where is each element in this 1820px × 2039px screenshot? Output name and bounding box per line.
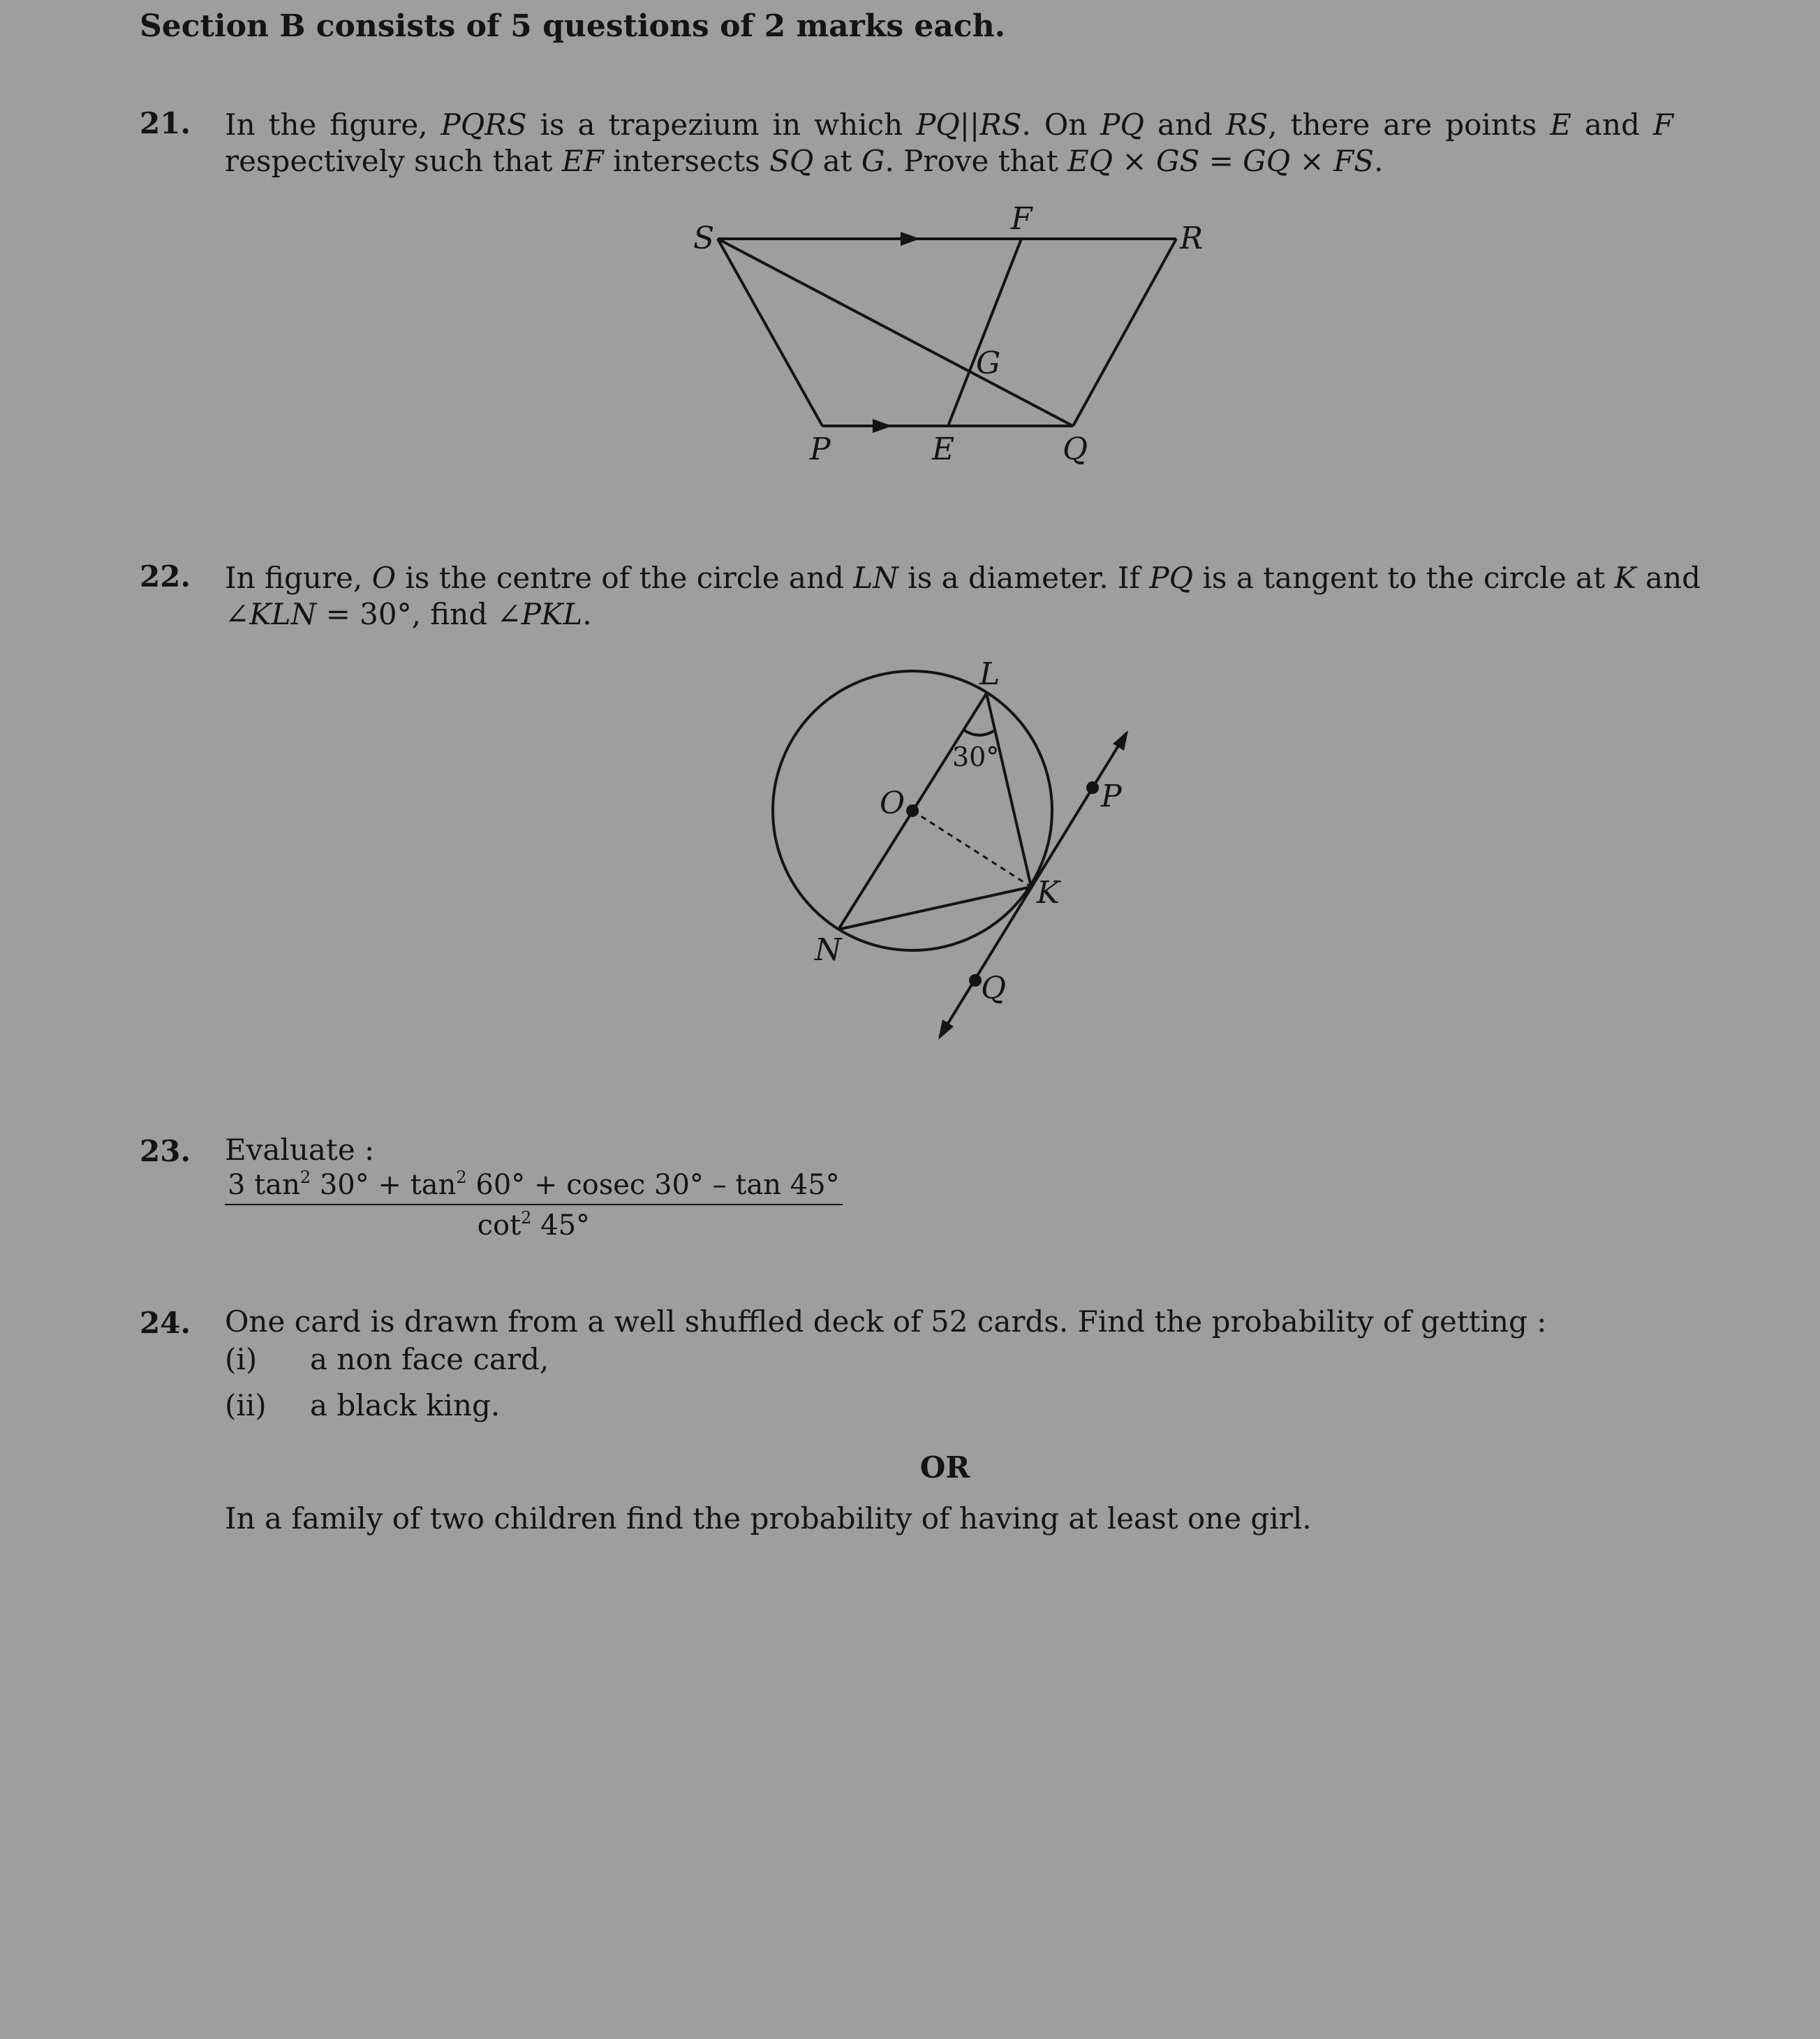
label-k: K — [1037, 875, 1060, 911]
label-r: R — [1180, 221, 1204, 256]
label-p2: P — [1101, 779, 1122, 814]
question-24-text: One card is drawn from a well shuffled deck of 52 cards. Find the probability of getting : — [225, 1304, 1547, 1339]
point-p — [1086, 781, 1099, 794]
question-22-line-1: In figure, O is the centre of the circle and LN is a diameter. If PQ is a tangent to the circle at K and — [225, 561, 1701, 595]
label-e: E — [932, 432, 955, 467]
question-21-line-2: respectively such that EF intersects SQ at G. Prove that EQ × GS = GQ × FS. — [225, 144, 1384, 178]
label-q: Q — [1063, 432, 1088, 467]
chord-nk — [838, 887, 1031, 929]
question-24-alternative: In a family of two children find the probability of having at least one girl. — [225, 1501, 1312, 1536]
fraction-numerator: 3 $\tan^2 30^\circ + \tan^2 60^\circ + cosec$ 30° – tan 45° — [225, 1169, 843, 1205]
fraction-expression — [225, 1169, 843, 1242]
label-g: G — [976, 346, 1001, 381]
angle-arc — [963, 730, 995, 735]
question-21-line-1: In the figure, PQRS is a trapezium in which PQ||RS. On PQ and RS, there are points E and F — [225, 108, 1673, 142]
chord-lk — [986, 693, 1031, 887]
label-q2: Q — [981, 971, 1007, 1006]
section-heading: Section B consists of 5 questions of 2 marks each. — [140, 8, 1006, 44]
segment-ef — [948, 239, 1021, 426]
or-label: OR — [919, 1450, 970, 1485]
parallel-arrow-top — [901, 232, 920, 246]
parallel-arrow-bottom — [873, 419, 892, 433]
angle-label: 30° — [952, 742, 1000, 772]
item-text-i: a non face card, — [310, 1342, 549, 1376]
point-q — [969, 974, 982, 987]
label-p: P — [810, 432, 831, 467]
item-text-ii: a black king. — [310, 1388, 501, 1422]
radius-ok — [912, 811, 1031, 887]
question-number-24: 24. — [140, 1306, 191, 1340]
question-number-22: 22. — [140, 559, 191, 594]
question-number-23: 23. — [140, 1134, 191, 1168]
question-number-21: 21. — [140, 106, 191, 140]
tangent-pq — [940, 733, 1126, 1037]
label-f: F — [1011, 201, 1033, 237]
side-rq — [1073, 239, 1176, 426]
label-l: L — [979, 656, 1000, 692]
question-23-label: Evaluate : — [225, 1133, 375, 1167]
tangent-arrow-bottom — [938, 1020, 954, 1040]
label-n: N — [815, 932, 842, 968]
label-o: O — [880, 786, 905, 821]
point-o — [906, 804, 919, 817]
label-s: S — [693, 221, 715, 256]
item-marker-ii: (ii) — [225, 1388, 267, 1422]
item-marker-i: (i) — [225, 1342, 258, 1376]
tangent-arrow-top — [1113, 730, 1128, 751]
fraction-denominator: $\cot^2 45^\circ$ — [477, 1208, 591, 1242]
question-22-line-2: ∠KLN = 30°, find ∠PKL. — [225, 597, 592, 631]
